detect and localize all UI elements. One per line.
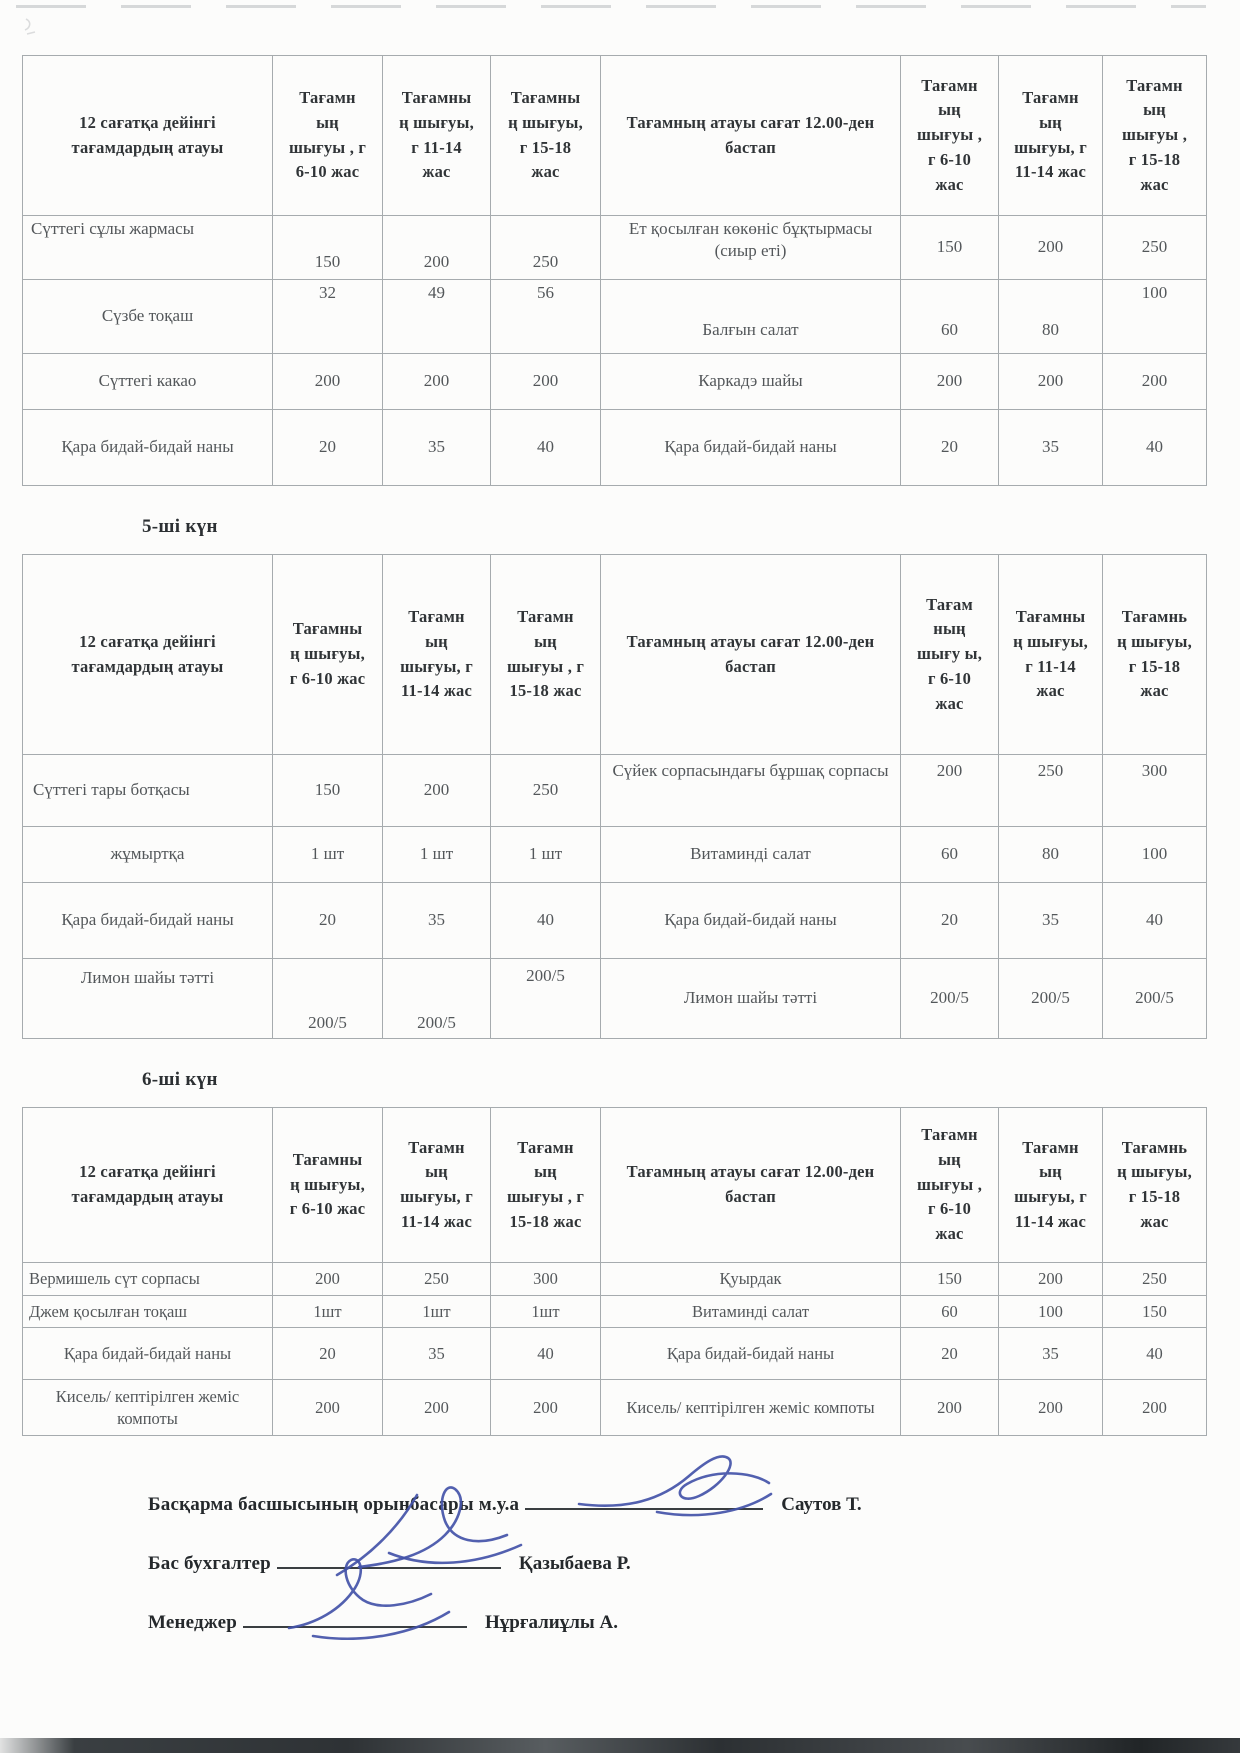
table-row xyxy=(23,410,1207,486)
dish-name-cell: Ет қосылған көкөніс бұқтырмасы (сиыр еті) xyxy=(601,216,901,280)
dish-name-cell: Лимон шайы тәтті xyxy=(23,959,273,1039)
portion-value-cell: 200/5 xyxy=(273,959,383,1039)
portion-value-cell: 200 xyxy=(491,354,601,410)
day-5-heading: 5-ші күн xyxy=(142,516,218,537)
dish-name-cell: Вермишель сүт сорпасы xyxy=(23,1263,273,1296)
signature-line xyxy=(243,1622,467,1628)
day-6-heading: 6-ші күн xyxy=(142,1069,218,1090)
signature-label: Менеджер xyxy=(148,1612,237,1633)
portion-value-cell: 300 xyxy=(491,1263,601,1296)
dish-name-cell: Сүттегі какао xyxy=(23,354,273,410)
signature-scribble xyxy=(325,1475,545,1579)
portion-value-cell: 250 xyxy=(999,755,1103,827)
portion-value-cell: 200 xyxy=(383,755,491,827)
portion-value-cell: 200 xyxy=(383,354,491,410)
column-header-out-15-18: Тағамны ң шығуы, г 15-18 жас xyxy=(491,56,601,216)
signature-name: Нұрғалиұлы А. xyxy=(484,1612,618,1633)
portion-value-cell: 100 xyxy=(999,1296,1103,1328)
portion-value-cell: 60 xyxy=(901,1296,999,1328)
portion-value-cell: 150 xyxy=(1103,1296,1207,1328)
portion-value-cell: 20 xyxy=(273,1328,383,1380)
portion-value-cell: 35 xyxy=(383,1328,491,1380)
column-header-out-15-18: Тағамн ың шығуы , г 15-18 жас xyxy=(491,1108,601,1263)
dish-name-cell: Қуырдак xyxy=(601,1263,901,1296)
column-header-out-15-18: Тағамн ың шығуы , г 15-18 жас xyxy=(491,555,601,755)
column-header-out-11-14: Тағамн ың шығуы, г 11-14 жас xyxy=(383,1108,491,1263)
portion-value-cell: 250 xyxy=(491,216,601,280)
scan-artifact-top xyxy=(16,5,1206,8)
dish-name-cell: Кисель/ кептірілген жеміс компоты xyxy=(601,1380,901,1436)
dish-name-cell: Қара бидай-бидай наны xyxy=(23,1328,273,1380)
table-row xyxy=(23,1328,1207,1380)
portion-value-cell: 40 xyxy=(491,1328,601,1380)
table-row xyxy=(23,280,1207,354)
signature-name: Саутов Т. xyxy=(781,1494,862,1515)
portion-value-cell: 200 xyxy=(999,216,1103,280)
dish-name-cell: Қара бидай-бидай наны xyxy=(601,410,901,486)
portion-value-cell: 35 xyxy=(383,410,491,486)
signature-line xyxy=(277,1563,501,1569)
table-row xyxy=(23,1380,1207,1436)
signature-row-manager xyxy=(148,1612,1240,1634)
column-header-dishes-morning: 12 сағатқа дейінгі тағамдардың атауы xyxy=(23,1108,273,1263)
portion-value-cell: 40 xyxy=(491,883,601,959)
portion-value-cell: 250 xyxy=(491,755,601,827)
menu-table-day4 xyxy=(22,55,1207,486)
portion-value-cell: 200 xyxy=(273,1380,383,1436)
column-header-dishes-noon: Тағамның атауы сағат 12.00-ден бастап xyxy=(601,555,901,755)
portion-value-cell: 200 xyxy=(273,1263,383,1296)
portion-value-cell: 200/5 xyxy=(1103,959,1207,1039)
portion-value-cell: 200/5 xyxy=(491,959,601,1039)
portion-value-cell: 1 шт xyxy=(383,827,491,883)
portion-value-cell: 32 xyxy=(273,280,383,354)
portion-value-cell: 200 xyxy=(1103,354,1207,410)
column-header-out-15-18: Тағамн ың шығуы , г 15-18 жас xyxy=(1103,56,1207,216)
portion-value-cell: 200 xyxy=(901,755,999,827)
portion-value-cell: 1 шт xyxy=(273,827,383,883)
portion-value-cell: 200 xyxy=(491,1380,601,1436)
portion-value-cell: 100 xyxy=(1103,827,1207,883)
portion-value-cell: 20 xyxy=(273,410,383,486)
column-header-dishes-noon: Тағамның атауы сағат 12.00-ден бастап xyxy=(601,56,901,216)
column-header-out-11-14: Тағамн ың шығуы, г 11-14 жас xyxy=(999,1108,1103,1263)
signature-row-chief-accountant xyxy=(148,1553,1240,1575)
portion-value-cell: 56 xyxy=(491,280,601,354)
portion-value-cell: 80 xyxy=(999,827,1103,883)
portion-value-cell: 40 xyxy=(1103,1328,1207,1380)
dish-name-cell: Қара бидай-бидай наны xyxy=(601,883,901,959)
portion-value-cell: 20 xyxy=(901,1328,999,1380)
portion-value-cell: 250 xyxy=(1103,1263,1207,1296)
column-header-dishes-morning: 12 сағатқа дейінгі тағамдардың атауы xyxy=(23,555,273,755)
column-header-out-6-10: Тағамны ң шығуы, г 6-10 жас xyxy=(273,555,383,755)
portion-value-cell: 200 xyxy=(383,216,491,280)
column-header-out-6-10: Тағамн ың шығуы , г 6-10 жас xyxy=(273,56,383,216)
portion-value-cell: 1шт xyxy=(273,1296,383,1328)
dish-name-cell: Кисель/ кептірілген жеміс компоты xyxy=(23,1380,273,1436)
header-row xyxy=(23,56,1207,216)
portion-value-cell: 40 xyxy=(1103,410,1207,486)
pencil-mark xyxy=(22,16,40,38)
portion-value-cell: 250 xyxy=(383,1263,491,1296)
table-row xyxy=(23,959,1207,1039)
table-row xyxy=(23,883,1207,959)
table-row xyxy=(23,755,1207,827)
portion-value-cell: 200/5 xyxy=(999,959,1103,1039)
column-header-dishes-noon: Тағамның атауы сағат 12.00-ден бастап xyxy=(601,1108,901,1263)
portion-value-cell: 20 xyxy=(273,883,383,959)
dish-name-cell: Қара бидай-бидай наны xyxy=(23,410,273,486)
column-header-out-11-14: Тағамн ың шығуы, г 11-14 жас xyxy=(999,56,1103,216)
portion-value-cell: 35 xyxy=(383,883,491,959)
dish-name-cell: Қара бидай-бидай наны xyxy=(23,883,273,959)
portion-value-cell: 20 xyxy=(901,410,999,486)
portion-value-cell: 200/5 xyxy=(383,959,491,1039)
table-row xyxy=(23,354,1207,410)
portion-value-cell: 1 шт xyxy=(491,827,601,883)
portion-value-cell: 1шт xyxy=(491,1296,601,1328)
portion-value-cell: 250 xyxy=(1103,216,1207,280)
portion-value-cell: 49 xyxy=(383,280,491,354)
menu-table-day5 xyxy=(22,554,1207,1039)
dish-name-cell: жұмыртқа xyxy=(23,827,273,883)
signature-scribble xyxy=(565,1444,775,1522)
portion-value-cell: 200 xyxy=(383,1380,491,1436)
dish-name-cell: Сүттегі сұлы жармасы xyxy=(23,216,273,280)
signature-label: Бас бухгалтер xyxy=(148,1553,271,1574)
table-row xyxy=(23,216,1207,280)
dish-name-cell: Сүйек сорпасындағы бұршақ сорпасы xyxy=(601,755,901,827)
portion-value-cell: 200 xyxy=(273,354,383,410)
portion-value-cell: 35 xyxy=(999,883,1103,959)
dish-name-cell: Джем қосылған тоқаш xyxy=(23,1296,273,1328)
portion-value-cell: 100 xyxy=(1103,280,1207,354)
portion-value-cell: 150 xyxy=(273,216,383,280)
table-row xyxy=(23,827,1207,883)
signature-label: Басқарма басшысының орынбасары м.у.а xyxy=(148,1494,520,1515)
portion-value-cell: 200/5 xyxy=(901,959,999,1039)
dish-name-cell: Каркадэ шайы xyxy=(601,354,901,410)
dish-name-cell: Қара бидай-бидай наны xyxy=(601,1328,901,1380)
dish-name-cell: Сүзбе тоқаш xyxy=(23,280,273,354)
scan-artifact-bottom xyxy=(0,1738,1240,1753)
dish-name-cell: Сүттегі тары ботқасы xyxy=(23,755,273,827)
column-header-out-6-10: Тағамны ң шығуы, г 6-10 жас xyxy=(273,1108,383,1263)
portion-value-cell: 20 xyxy=(901,883,999,959)
header-row xyxy=(23,1108,1207,1263)
dish-name-cell: Балғын салат xyxy=(601,280,901,354)
header-row xyxy=(23,555,1207,755)
portion-value-cell: 60 xyxy=(901,827,999,883)
signature-name: Қазыбаева Р. xyxy=(518,1553,631,1574)
table-row xyxy=(23,1263,1207,1296)
portion-value-cell: 35 xyxy=(999,410,1103,486)
portion-value-cell: 200 xyxy=(999,354,1103,410)
dish-name-cell: Витаминді салат xyxy=(601,1296,901,1328)
dish-name-cell: Лимон шайы тәтті xyxy=(601,959,901,1039)
column-header-out-6-10: Тағамн ың шығуы , г 6-10 жас xyxy=(901,1108,999,1263)
column-header-out-15-18: Тағамнь ң шығуы, г 15-18 жас xyxy=(1103,1108,1207,1263)
portion-value-cell: 60 xyxy=(901,280,999,354)
portion-value-cell: 200 xyxy=(999,1380,1103,1436)
portion-value-cell: 150 xyxy=(901,216,999,280)
portion-value-cell: 200 xyxy=(901,354,999,410)
portion-value-cell: 1шт xyxy=(383,1296,491,1328)
menu-table-day6 xyxy=(22,1107,1207,1436)
portion-value-cell: 150 xyxy=(273,755,383,827)
portion-value-cell: 200 xyxy=(901,1380,999,1436)
portion-value-cell: 35 xyxy=(999,1328,1103,1380)
column-header-out-11-14: Тағамны ң шығуы, г 11-14 жас xyxy=(999,555,1103,755)
signature-block xyxy=(148,1494,1240,1634)
column-header-out-15-18: Тағамнь ң шығуы, г 15-18 жас xyxy=(1103,555,1207,755)
portion-value-cell: 40 xyxy=(491,410,601,486)
portion-value-cell: 40 xyxy=(1103,883,1207,959)
portion-value-cell: 150 xyxy=(901,1263,999,1296)
column-header-out-6-10: Тағамн ың шығуы , г 6-10 жас xyxy=(901,56,999,216)
column-header-out-11-14: Тағамн ың шығуы, г 11-14 жас xyxy=(383,555,491,755)
portion-value-cell: 80 xyxy=(999,280,1103,354)
portion-value-cell: 200 xyxy=(999,1263,1103,1296)
column-header-out-11-14: Тағамны ң шығуы, г 11-14 жас xyxy=(383,56,491,216)
portion-value-cell: 300 xyxy=(1103,755,1207,827)
signature-line xyxy=(525,1504,763,1510)
column-header-out-6-10: Тағам ның шығу ы, г 6-10 жас xyxy=(901,555,999,755)
dish-name-cell: Витаминді салат xyxy=(601,827,901,883)
portion-value-cell: 200 xyxy=(1103,1380,1207,1436)
signature-row-deputy-head xyxy=(148,1494,1240,1516)
table-row xyxy=(23,1296,1207,1328)
column-header-dishes-morning: 12 сағатқа дейінгі тағамдардың атауы xyxy=(23,56,273,216)
